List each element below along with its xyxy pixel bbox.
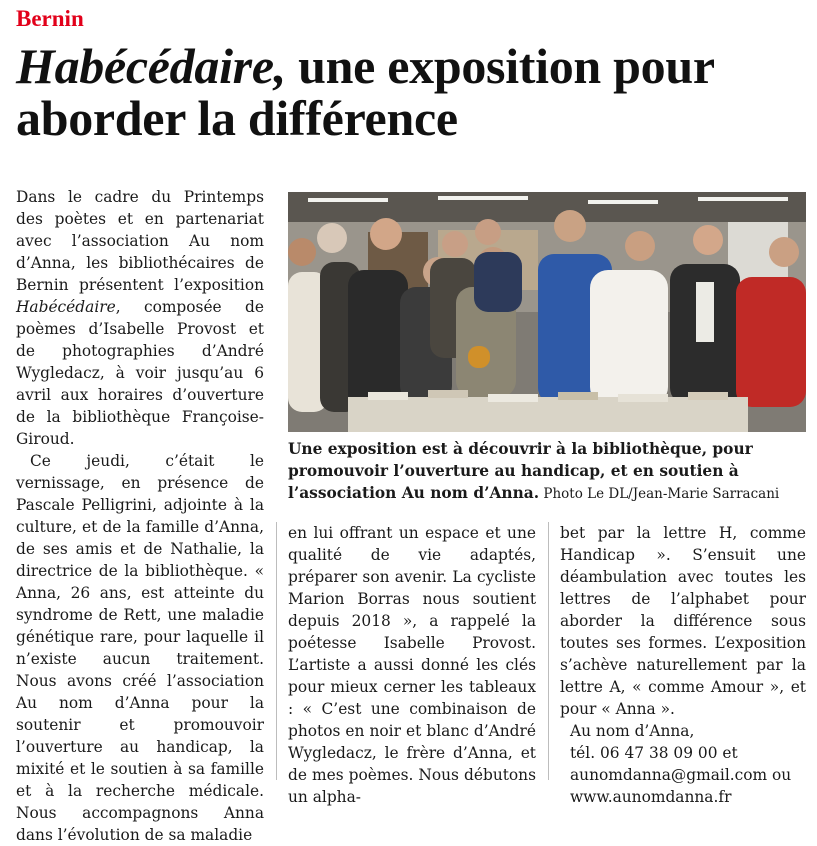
article-column-2 <box>288 522 536 808</box>
column-3-text: bet par la lettre H, comme Handicap ». S’ensuit une déambulation avec toutes les lettres de l’alphabet pour aborder la différence sous toutes ses formes. L’exposition s’achève naturellement par la lettre A, « comme Amour », et pour « Anna ». <box>560 524 806 718</box>
paragraph-1-text-a: Dans le cadre du Printemps des poètes et en partenariat avec l’association Au nom d’Anna, les bibliothécaires de Bernin présentent l’exposition <box>16 188 264 294</box>
column-2-text: en lui offrant un espace et une qualité de vie adaptés, préparer son avenir. La cycliste Marion Borras nous soutient depuis 2018 », a rappelé la poétesse Isabelle Provost. L’artiste a aussi donné les clés pour mieux cerner les tableaux : « C’est une combinaison de photos en noir et blanc d’André Wygledacz, le frère d’Anna, et de mes poèmes. Nous débutons un alpha- <box>288 524 536 806</box>
contact-email: aunomdanna@gmail.com ou <box>570 766 792 784</box>
article-column-3 <box>560 522 806 808</box>
headline-rest: une exposition pour aborder la différence <box>16 38 714 146</box>
caption-text: Une exposition est à découvrir à la bibliothèque, pour promouvoir l’ouverture au handicap, et en soutien à l’association Au nom d’Anna. <box>288 440 753 502</box>
article-headline <box>16 40 806 144</box>
photo-credit: Photo Le DL/Jean-Marie Sarracani <box>539 486 780 502</box>
column-divider <box>276 522 277 780</box>
paragraph-2: Ce jeudi, c’était le vernissage, en présence de Pascale Pelligrini, adjointe à la culture, et de la famille d’Anna, de ses amis et de Nathalie, la directrice de la bibliothèque. « Anna, 26 ans, est atteinte du syndrome de Rett, une maladie génétique rare, pour laquelle il n’existe aucun traitement. Nous avons créé l’association Au nom d’Anna pour la soutenir et promouvoir l’ouverture au handicap, la mixité et le soutien à sa famille et à la recherche médicale. Nous accompagnons Anna dans l’évolution de sa maladie <box>16 452 264 844</box>
column-divider <box>548 522 549 780</box>
paragraph-1 <box>16 186 264 450</box>
photo-caption <box>288 438 808 505</box>
group-photo-illustration <box>288 192 806 432</box>
contact-website: www.aunomdanna.fr <box>570 788 732 806</box>
headline-italic: Habécédaire, <box>16 38 286 94</box>
paragraph-1-text-b: , composée de poèmes d’Isabelle Provost et de photographies d’André Wygledacz, à voir jusqu’au 6 avril aux horaires d’ouverture de la bibliothèque Françoise-Giroud. <box>16 298 264 448</box>
section-kicker: Bernin <box>16 6 84 31</box>
article-column-1 <box>16 186 264 846</box>
article-photo <box>288 192 806 432</box>
contact-name: Au nom d’Anna, <box>570 722 695 740</box>
contact-phone: tél. 06 47 38 09 00 et <box>570 744 738 762</box>
contact-info <box>560 720 806 808</box>
exhibition-title: Habécédaire <box>16 298 116 316</box>
